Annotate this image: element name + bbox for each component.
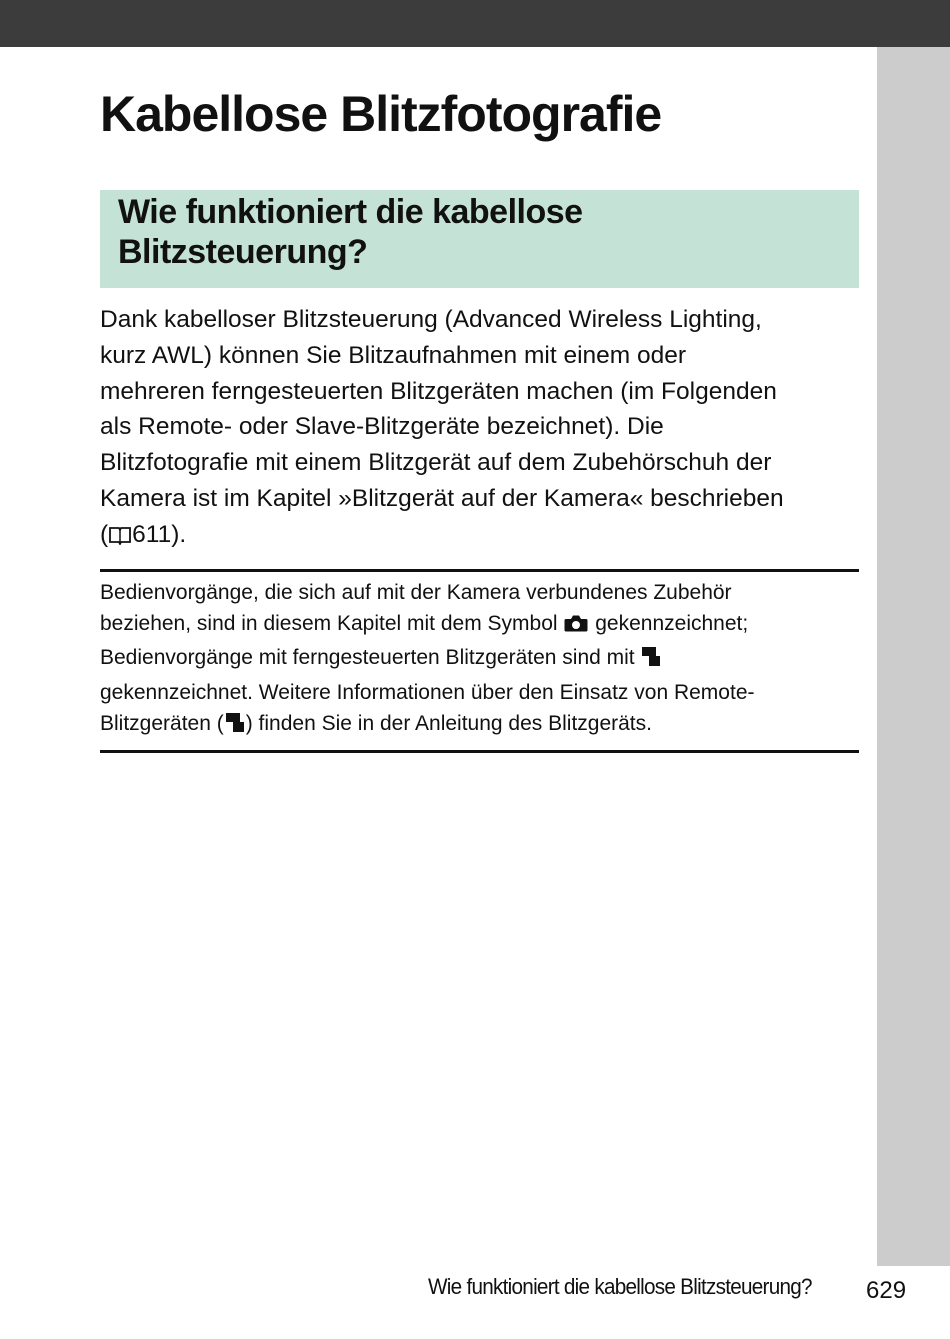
note-text: Bedienvorgänge, die sich auf mit der Kamera verbundenes Zubehör beziehen, sind in diesem Kapitel mit dem Symbol gekennzeichnet; Bedienvorgänge mit ferngesteuerten Blitzgeräten sind mit gekennzeichnet. Weitere Informationen über den Einsatz von Remote- Blitzgeräten ( ) finden Sie in der Anleitung des Blitzgeräts. (100, 577, 859, 742)
page-reference[interactable]: 611). (132, 520, 187, 548)
book-icon (108, 520, 132, 556)
section-heading-box (100, 190, 859, 288)
remote-flash-icon (640, 645, 662, 676)
camera-icon (563, 611, 589, 642)
footer-section-title: Wie funktioniert die kabellose Blitzsteuerung? (428, 1274, 812, 1299)
remote-flash-icon (224, 711, 246, 742)
side-tab-bar (877, 47, 950, 1266)
section-title-line1: Wie funktioniert die kabellose (118, 193, 583, 231)
chapter-title: Kabellose Blitzfotografie (100, 86, 662, 142)
note-box (100, 569, 859, 753)
section-title-line2: Blitzsteuerung? (118, 233, 368, 271)
section-title (118, 192, 859, 272)
top-bar (0, 0, 950, 47)
body-paragraph: Dank kabelloser Blitzsteuerung (Advanced Wireless Lighting, kurz AWL) können Sie Blitzaufnahmen mit einem oder mehreren ferngesteuerten Blitzgeräten machen (im Folgenden als Remote- oder Slave-Blitzgeräte bezeichnet). Die Blitzfotografie mit einem Blitzgerät auf dem Zubehörschuh der Kamera ist im Kapitel »Blitzgerät auf der Kamera« beschrieben ( 611). (100, 302, 870, 556)
page-number: 629 (866, 1277, 907, 1304)
